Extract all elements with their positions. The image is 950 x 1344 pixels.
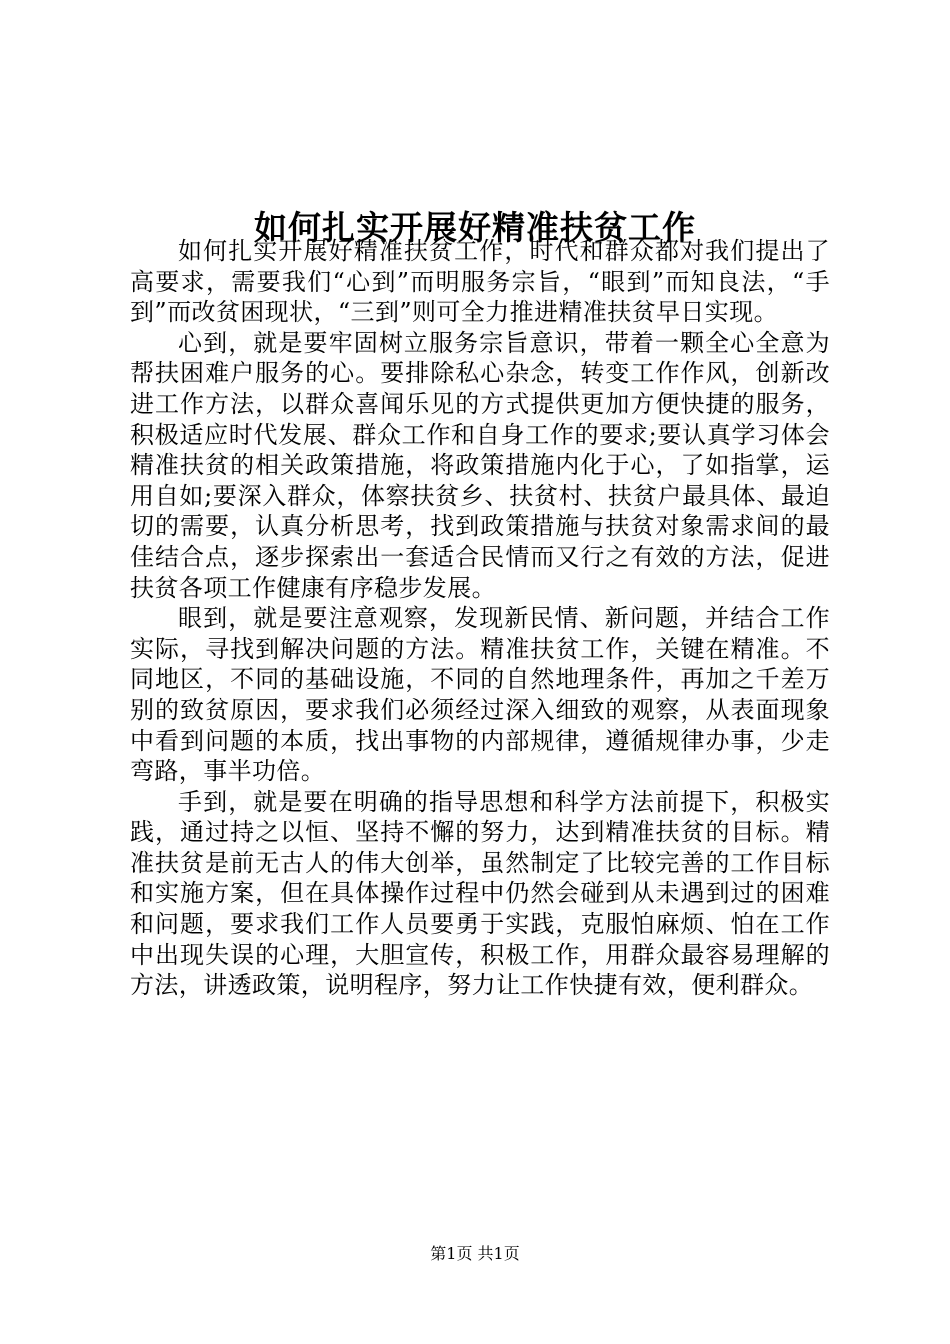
paragraph-intro: 如何扎实开展好精准扶贫工作，时代和群众都对我们提出了高要求，需要我们“心到”而明服务宗旨，“眼到”而知良法，“手到”而改贫困现状，“三到”则可全力推进精准扶贫早日实现。 xyxy=(130,237,830,327)
page-title: 如何扎实开展好精准扶贫工作 xyxy=(254,208,696,248)
document-body xyxy=(130,236,830,1001)
paragraph-eye: 眼到，就是要注意观察，发现新民情、新问题，并结合工作实际，寻找到解决问题的方法。精准扶贫工作，关键在精准。不同地区，不同的基础设施，不同的自然地理条件，再加之千差万别的致贫原因，要求我们必须经过深入细致的观察，从表面现象中看到问题的本质，找出事物的内部规律，遵循规律办事，少走弯路，事半功倍。 xyxy=(130,604,830,786)
page-number-footer: 第1页 共1页 xyxy=(430,1244,520,1263)
paragraph-heart: 心到，就是要牢固树立服务宗旨意识，带着一颗全心全意为帮扶困难户服务的心。要排除私心杂念，转变工作作风，创新改进工作方法，以群众喜闻乐见的方式提供更加方便快捷的服务，积极适应时代发展、群众工作和自身工作的要求;要认真学习体会精准扶贫的相关政策措施，将政策措施内化于心，了如指掌，运用自如;要深入群众，体察扶贫乡、扶贫村、扶贫户最具体、最迫切的需要，认真分析思考，找到政策措施与扶贫对象需求间的最佳结合点，逐步探索出一套适合民情而又行之有效的方法，促进扶贫各项工作健康有序稳步发展。 xyxy=(130,328,830,602)
paragraph-hand: 手到，就是要在明确的指导思想和科学方法前提下，积极实践，通过持之以恒、坚持不懈的努力，达到精准扶贫的目标。精准扶贫是前无古人的伟大创举，虽然制定了比较完善的工作目标和实施方案，但在具体操作过程中仍然会碰到从未遇到过的困难和问题，要求我们工作人员要勇于实践，克服怕麻烦、怕在工作中出现失误的心理，大胆宣传，积极工作，用群众最容易理解的方法，讲透政策，说明程序，努力让工作快捷有效，便利群众。 xyxy=(130,787,830,1000)
